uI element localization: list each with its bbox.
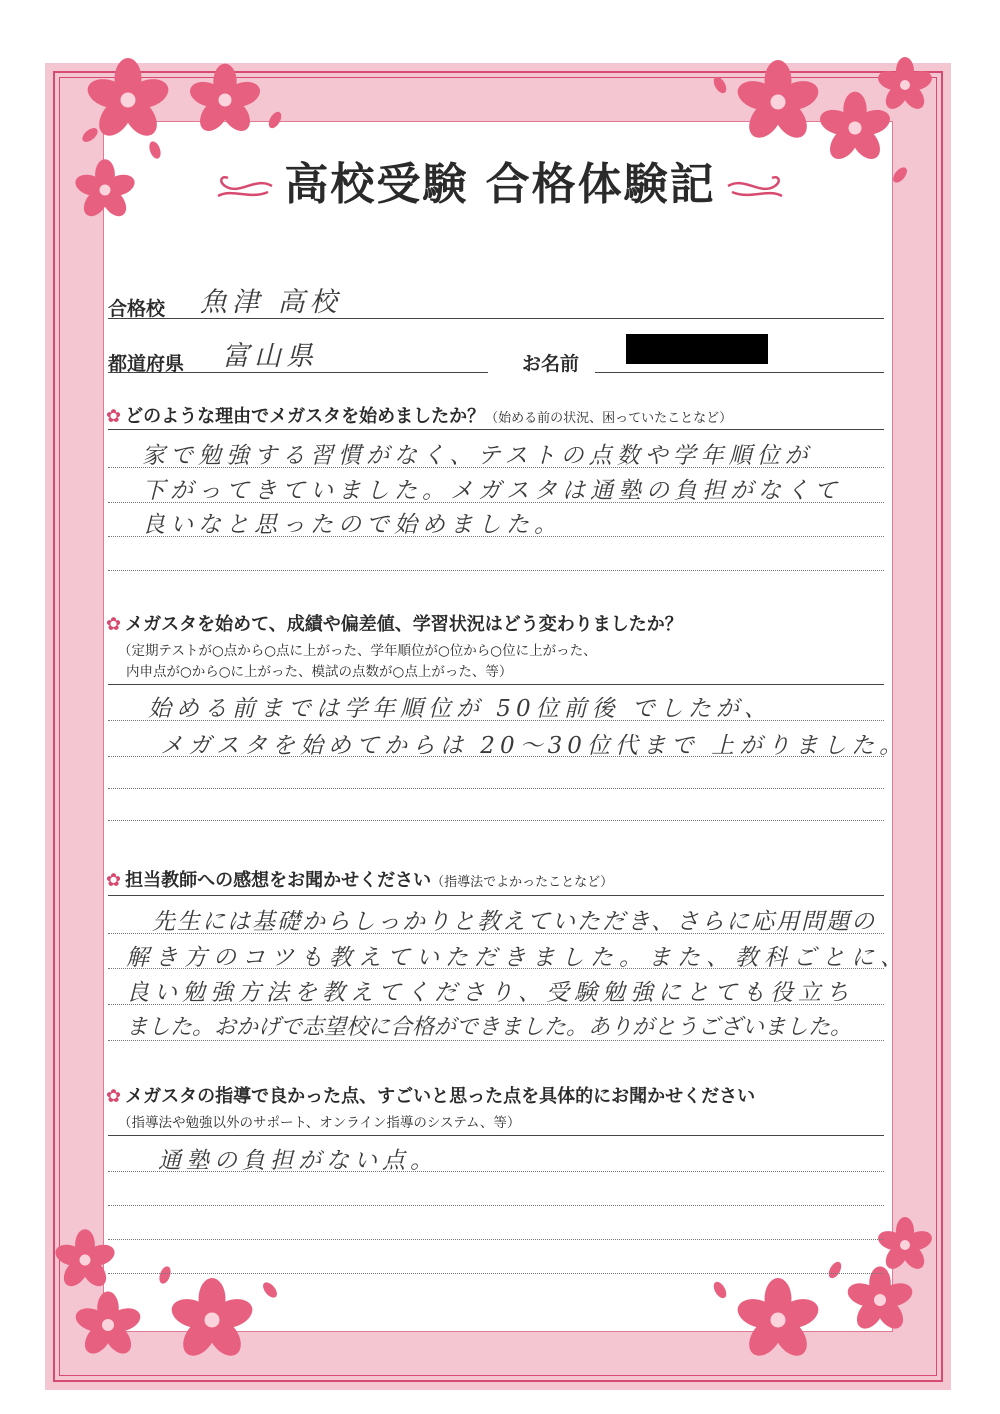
question-3 (106, 866, 613, 892)
answer-3-line-2: 解き方のコツも教えていただきました。また、教科ごとに、 (126, 945, 909, 971)
answer-3-rule-2 (108, 968, 884, 969)
school-line (108, 318, 884, 319)
answer-1-rule-1 (108, 467, 884, 468)
name-label: お名前 (522, 353, 580, 375)
question-1-note: （始める前の状況、困っていたことなど） (485, 411, 733, 426)
prefecture-line (108, 372, 488, 373)
answer-1-line-1: 家で勉強する習慣がなく、テストの点数や学年順位が (142, 443, 813, 469)
answer-2-rule-3 (108, 788, 884, 789)
answer-4-rule-3 (108, 1239, 884, 1240)
question-2-sub-2: 内申点が○から○に上がった、模試の点数が○点上がった、等） (126, 664, 513, 680)
answer-2-rule-4 (108, 820, 884, 821)
school-label: 合格校 (108, 298, 166, 320)
blossom-bullet-icon: ✿ (106, 406, 122, 427)
answer-3-line-3: 良い勉強方法を教えてくださり、受験勉強にとても役立ち (126, 980, 854, 1006)
answer-4-line-1: 通塾の負担がない点。 (158, 1148, 438, 1174)
blossom-bullet-icon: ✿ (106, 614, 122, 635)
section-2-top-line (108, 684, 884, 685)
answer-3-rule-1 (108, 933, 884, 934)
blossom-bottom-left (53, 1229, 280, 1362)
answer-1-rule-3 (108, 536, 884, 537)
answer-2-line-1: 始める前までは学年順位が 50位前後 でしたが、 (148, 696, 772, 722)
blossom-bullet-icon: ✿ (106, 870, 122, 891)
question-4 (106, 1082, 755, 1108)
name-line (595, 372, 884, 373)
answer-3-line-1: 先生には基礎からしっかりと教えていただき、さらに応用問題の (152, 909, 877, 935)
question-1 (106, 402, 732, 428)
school-value: 魚津 高校 (200, 287, 342, 318)
answer-2-rule-1 (108, 720, 884, 721)
question-3-note: （指導法でよかったことなど） (431, 875, 614, 890)
prefecture-label: 都道府県 (108, 353, 185, 375)
section-4-top-line (108, 1135, 884, 1136)
question-1-text: どのような理由でメガスタを始めましたか？ (125, 406, 486, 427)
answer-4-rule-1 (108, 1171, 884, 1172)
question-2-text: メガスタを始めて、成績や偏差値、学習状況はどう変わりましたか？ (125, 614, 683, 635)
answer-4-rule-4 (108, 1273, 884, 1274)
answer-2-line-2: メガスタを始めてからは 20～30位代まで 上がりました。 (160, 733, 908, 759)
answer-2-rule-2 (108, 756, 884, 757)
answer-3-rule-4 (108, 1040, 884, 1041)
name-redaction (626, 334, 768, 364)
answer-1-rule-2 (108, 502, 884, 503)
answer-4-rule-2 (108, 1205, 884, 1206)
question-4-sub-1: （指導法や勉強以外のサポート、オンライン指導のシステム、等） (118, 1115, 521, 1131)
blossom-bullet-icon: ✿ (106, 1086, 122, 1107)
answer-1-rule-4 (108, 570, 884, 571)
answer-1-line-3: 良いなと思ったので始めました。 (142, 512, 562, 538)
question-3-text: 担当教師への感想をお聞かせください (125, 870, 432, 891)
question-2-sub-1: （定期テストが○点から○点に上がった、学年順位が○位から○位に上がった、 (118, 643, 597, 659)
question-2 (106, 610, 683, 636)
question-4-text: メガスタの指導で良かった点、すごいと思った点を具体的にお聞かせください (125, 1086, 756, 1107)
page-title: 高校受験 合格体験記 (284, 159, 716, 210)
section-3-top-line (108, 895, 884, 896)
answer-1-line-2: 下がってきていました。メガスタは通塾の負担がなくて (142, 478, 842, 504)
answer-3-line-4: ました。おかげで志望校に合格ができました。ありがとうございました。 (126, 1015, 853, 1040)
section-1-top-line (108, 429, 884, 430)
answer-3-rule-3 (108, 1004, 884, 1005)
prefecture-value: 富山県 (222, 341, 318, 372)
